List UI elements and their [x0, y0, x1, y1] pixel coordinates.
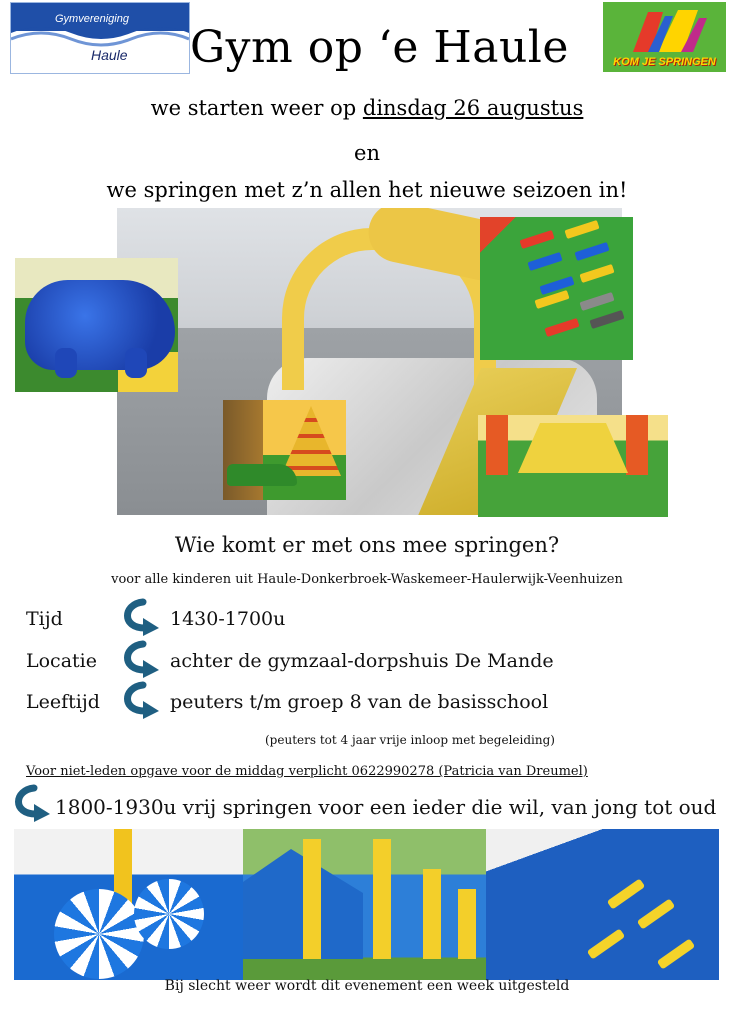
yellow-stripe-shape [637, 898, 676, 929]
curved-arrow-icon [115, 681, 165, 721]
age-label: Leeftijd [26, 691, 100, 713]
location-label: Locatie [26, 650, 97, 672]
yellow-stripe-shape [607, 878, 646, 909]
start-date: dinsdag 26 augustus [362, 96, 584, 120]
registration-note: Voor niet-leden opgave voor de middag verplicht 0622990278 (Patricia van Dreumel) [26, 764, 588, 779]
curved-arrow-icon [115, 640, 165, 680]
invitation-heading: Wie komt er met ons mee springen? [174, 533, 560, 557]
yellow-stripe-shape [587, 928, 626, 959]
curved-arrow-icon [6, 784, 56, 824]
green-slide-photo [478, 415, 668, 517]
climbing-hold [579, 264, 614, 283]
climbing-hold [527, 252, 562, 271]
striped-ball-shape [134, 879, 204, 949]
logo-text-line1: Gymvereniging [55, 13, 129, 25]
climbing-hold [534, 290, 569, 309]
climbing-wall-photo [480, 217, 633, 360]
season-line: we springen met z’n allen het nieuwe seizoen in! [106, 178, 628, 202]
climbing-hold [579, 292, 614, 311]
yellow-tower-shape [423, 869, 441, 959]
yellow-tower-shape [373, 839, 391, 959]
striped-ball-shape [54, 889, 144, 979]
hippo-inflatable-photo [15, 258, 178, 392]
hippo-body-shape [25, 280, 175, 370]
yellow-tower-shape [458, 889, 476, 959]
page-title: Gym op ‘e Haule [190, 22, 569, 73]
time-label: Tijd [26, 608, 63, 630]
time-value: 1430-1700u [170, 608, 286, 630]
slide-side-shape [486, 415, 508, 475]
climbing-hold [564, 220, 599, 239]
evening-session: 1800-1930u vrij springen voor een ieder die wil, van jong tot oud [55, 795, 717, 819]
curved-arrow-icon [115, 598, 165, 638]
climbing-hold [574, 242, 609, 261]
slide-ramp-shape [518, 423, 628, 473]
crocodile-shape [227, 464, 297, 486]
gymvereniging-haule-logo [10, 2, 190, 74]
slide-side-shape [626, 415, 648, 475]
climbing-hold [589, 310, 624, 329]
hippo-leg-shape [55, 348, 77, 378]
connector-word: en [354, 141, 380, 165]
kom-je-springen-logo [603, 2, 726, 72]
hippo-leg-shape [125, 348, 147, 378]
blue-slide-interior-photo [486, 829, 719, 980]
logo-text-line2: Haule [91, 47, 128, 63]
yellow-tower-shape [303, 839, 321, 959]
blue-obstacle-course-photo [243, 829, 486, 980]
yellow-stripe-shape [657, 938, 696, 969]
crocodile-jungle-photo [223, 400, 346, 500]
logo-right-text: KOM JE SPRINGEN [613, 56, 716, 68]
location-value: achter de gymzaal-dorpshuis De Mande [170, 650, 554, 672]
toddler-note: (peuters tot 4 jaar vrije inloop met begeleiding) [265, 733, 555, 747]
climbing-hold [544, 318, 579, 337]
weather-note: Bij slecht weer wordt dit evenement een week uitgesteld [164, 978, 570, 994]
climbing-hold [519, 230, 554, 249]
jungle-cone-shape [281, 406, 341, 476]
start-date-line [0, 96, 734, 120]
age-value: peuters t/m groep 8 van de basisschool [170, 691, 549, 713]
start-date-prefix: we starten weer op [150, 96, 363, 120]
blue-balls-inflatable-photo [14, 829, 243, 980]
target-villages: voor alle kinderen uit Haule-Donkerbroek-Waskemeer-Haulerwijk-Veenhuizen [111, 572, 623, 587]
